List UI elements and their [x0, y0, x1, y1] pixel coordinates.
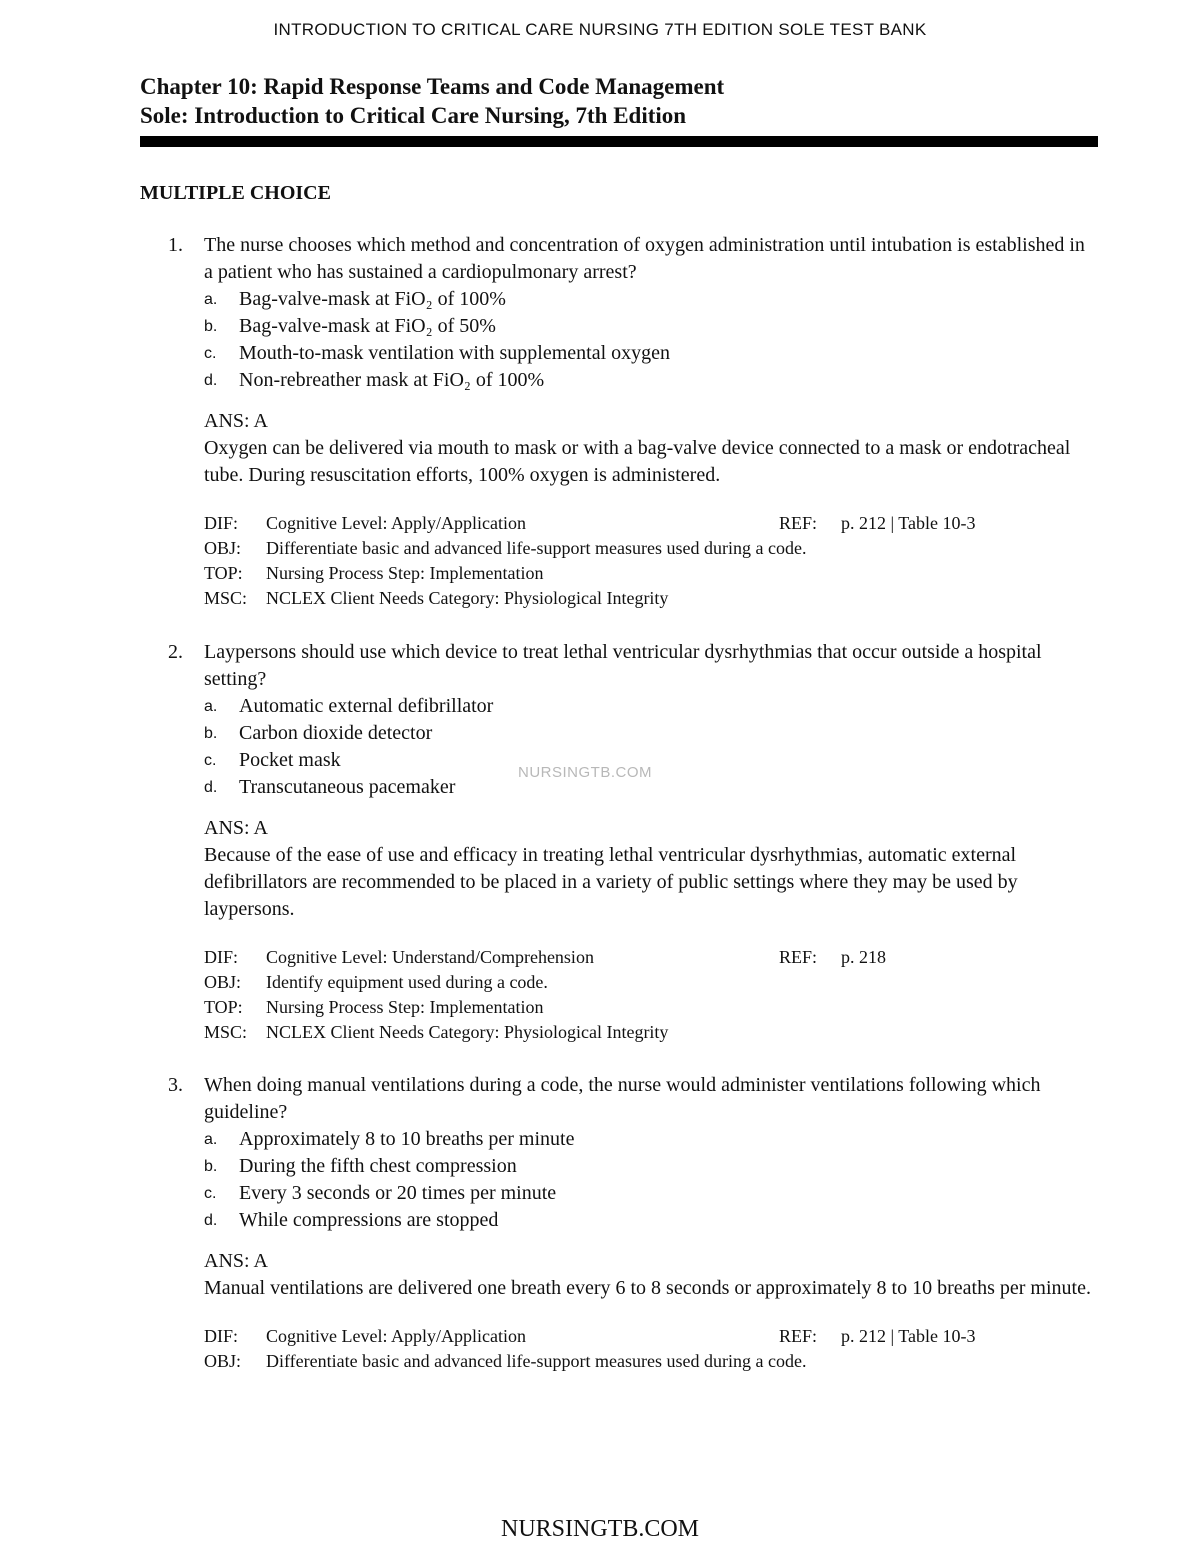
answer-key: ANS: A [204, 817, 268, 839]
option-text: During the fifth chest compression [239, 1155, 517, 1177]
option-letter: b. [204, 1158, 218, 1175]
rationale: Oxygen can be delivered via mouth to mask or with a bag-valve device connected to a mask or endotracheal tube. During resuscitation efforts, 100% oxygen is administered. [204, 437, 1071, 486]
option-text: Bag-valve-mask at FiO₂ of 100% [239, 288, 506, 310]
meta-dif: Cognitive Level: Apply/Application [266, 1326, 526, 1346]
option-text: Every 3 seconds or 20 times per minute [239, 1182, 557, 1204]
meta-label: DIF: [204, 513, 239, 533]
option-text: Carbon dioxide detector [239, 722, 433, 744]
option-letter: a. [204, 291, 218, 308]
section-heading: MULTIPLE CHOICE [140, 182, 331, 204]
option-d [204, 367, 1098, 394]
option-letter: a. [204, 698, 218, 715]
meta-obj-row [204, 970, 1098, 995]
meta-label: TOP: [204, 997, 243, 1017]
question-stem: When doing manual ventilations during a code, the nurse would administer ventilations following which guideline? [204, 1074, 1041, 1123]
book-title: Sole: Introduction to Critical Care Nursing, 7th Edition [140, 103, 687, 128]
meta-obj: Differentiate basic and advanced life-support measures used during a code. [266, 538, 807, 558]
meta-dif: Cognitive Level: Apply/Application [266, 513, 526, 533]
option-a [204, 286, 1098, 313]
meta-top: Nursing Process Step: Implementation [266, 563, 544, 583]
option-letter: c. [204, 752, 217, 769]
option-text: Pocket mask [239, 749, 341, 771]
meta-label: DIF: [204, 1326, 239, 1346]
question-metadata [204, 511, 1098, 611]
option-a [204, 693, 1098, 720]
option-b [204, 720, 1098, 747]
option-letter: d. [204, 1212, 218, 1229]
option-d [204, 1207, 1098, 1234]
meta-top: Nursing Process Step: Implementation [266, 997, 544, 1017]
rationale: Manual ventilations are delivered one breath every 6 to 8 seconds or approximately 8 to 10 breaths per minute. [204, 1277, 1091, 1299]
question-stem: Laypersons should use which device to treat lethal ventricular dysrhythmias that occur outside a hospital setting? [204, 641, 1042, 690]
title-rule [140, 136, 1098, 147]
chapter-title-block [140, 72, 1098, 147]
option-c [204, 340, 1098, 367]
option-letter: d. [204, 372, 218, 389]
meta-label: MSC: [204, 588, 248, 608]
option-letter: c. [204, 345, 217, 362]
meta-label: OBJ: [204, 972, 242, 992]
meta-msc-row [204, 586, 1098, 611]
answer-key: ANS: A [204, 410, 268, 432]
option-letter: b. [204, 318, 218, 335]
question-stem: The nurse chooses which method and concentration of oxygen administration until intubation is established in a patient who has sustained a cardiopulmonary arrest? [204, 234, 1085, 283]
meta-label: REF: [779, 947, 818, 967]
meta-label: MSC: [204, 1022, 248, 1042]
question-number: 1. [168, 234, 183, 256]
meta-label: REF: [779, 513, 818, 533]
question-number: 3. [168, 1074, 183, 1096]
meta-dif: Cognitive Level: Understand/Comprehension [266, 947, 594, 967]
running-header: INTRODUCTION TO CRITICAL CARE NURSING 7TH EDITION SOLE TEST BANK [273, 20, 927, 39]
answer-options [204, 1126, 1098, 1234]
question-1 [168, 232, 1098, 611]
meta-top-row [204, 561, 1098, 586]
meta-obj: Differentiate basic and advanced life-support measures used during a code. [266, 1351, 807, 1371]
meta-dif-row [204, 511, 1098, 536]
option-text: While compressions are stopped [239, 1209, 499, 1231]
option-letter: d. [204, 779, 218, 796]
question-metadata [204, 945, 1098, 1045]
meta-obj-row [204, 536, 1098, 561]
question-number: 2. [168, 641, 183, 663]
meta-msc-row [204, 1020, 1098, 1045]
meta-label: OBJ: [204, 1351, 242, 1371]
meta-msc: NCLEX Client Needs Category: Physiological Integrity [266, 1022, 669, 1042]
meta-top-row [204, 995, 1098, 1020]
rationale: Because of the ease of use and efficacy in treating lethal ventricular dysrhythmias, automatic external defibrillators are recommended to be placed in a variety of public settings where they may be used by laypersons. [204, 844, 1018, 920]
meta-dif-row [204, 945, 1098, 970]
chapter-title: Chapter 10: Rapid Response Teams and Code Management [140, 74, 725, 99]
answer-key: ANS: A [204, 1250, 268, 1272]
answer-options [204, 286, 1098, 394]
question-metadata [204, 1324, 1098, 1374]
question-2 [168, 639, 1098, 1045]
option-letter: c. [204, 1185, 217, 1202]
meta-label: OBJ: [204, 538, 242, 558]
option-b [204, 313, 1098, 340]
page-footer: NURSINGTB.COM [500, 1516, 700, 1542]
option-text: Automatic external defibrillator [239, 695, 494, 717]
option-b [204, 1153, 1098, 1180]
option-text: Non-rebreather mask at FiO₂ of 100% [239, 369, 545, 391]
option-text: Bag-valve-mask at FiO₂ of 50% [239, 315, 496, 337]
option-letter: a. [204, 1131, 218, 1148]
option-text: Approximately 8 to 10 breaths per minute [239, 1128, 575, 1150]
meta-dif-row [204, 1324, 1098, 1349]
option-a [204, 1126, 1098, 1153]
meta-obj-row [204, 1349, 1098, 1374]
meta-label: DIF: [204, 947, 239, 967]
meta-label: REF: [779, 1326, 818, 1346]
option-letter: b. [204, 725, 218, 742]
meta-obj: Identify equipment used during a code. [266, 972, 548, 992]
answer-block [204, 815, 1098, 923]
meta-msc: NCLEX Client Needs Category: Physiological Integrity [266, 588, 669, 608]
question-3 [168, 1072, 1098, 1374]
option-c [204, 1180, 1098, 1207]
watermark: NURSINGTB.COM [518, 764, 652, 781]
answer-options [204, 693, 1098, 801]
answer-block [204, 408, 1098, 489]
meta-ref: p. 218 [841, 947, 886, 967]
meta-ref: p. 212 | Table 10-3 [841, 513, 976, 533]
meta-ref: p. 212 | Table 10-3 [841, 1326, 976, 1346]
answer-block [204, 1248, 1098, 1302]
option-text: Mouth-to-mask ventilation with supplemental oxygen [239, 342, 671, 364]
meta-label: TOP: [204, 563, 243, 583]
option-text: Transcutaneous pacemaker [239, 776, 456, 798]
